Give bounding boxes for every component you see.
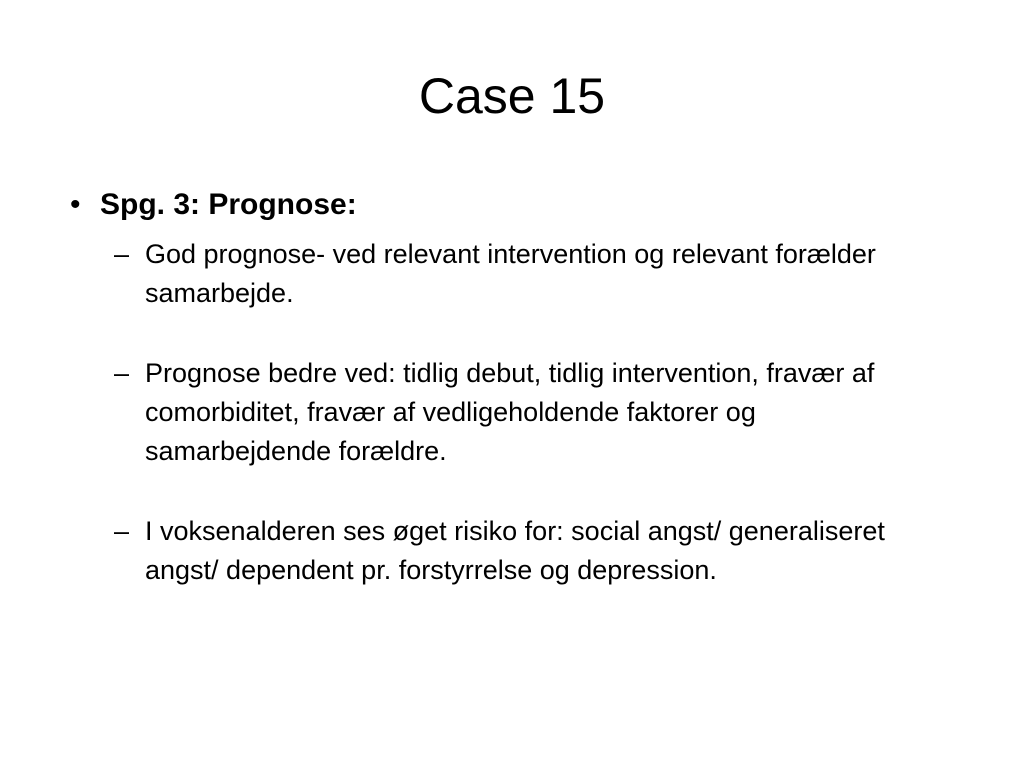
sub-bullet-list (70, 235, 970, 590)
bullet-marker: • (70, 188, 81, 221)
sub-bullet-text: I voksenalderen ses øget risiko for: social angst/ generaliseret angst/ dependent pr. forstyrrelse og depression. (145, 516, 885, 585)
sub-bullet-item (70, 235, 935, 313)
sub-bullet-text: God prognose- ved relevant intervention og relevant forælder samarbejde. (145, 239, 876, 308)
dash-marker: – (114, 516, 130, 546)
sub-bullet-item (70, 354, 935, 471)
dash-marker: – (114, 239, 130, 269)
sub-bullet-item (70, 512, 935, 590)
bullet-item (70, 183, 970, 227)
slide-content (70, 183, 970, 590)
sub-bullet-text: Prognose bedre ved: tidlig debut, tidlig intervention, fravær af comorbiditet, fravær af vedligeholdende faktorer og samarbejdende forældre. (145, 358, 875, 466)
slide-title: Case 15 (418, 68, 606, 124)
dash-marker: – (114, 358, 130, 388)
bullet-text: Spg. 3: Prognose: (100, 188, 357, 221)
